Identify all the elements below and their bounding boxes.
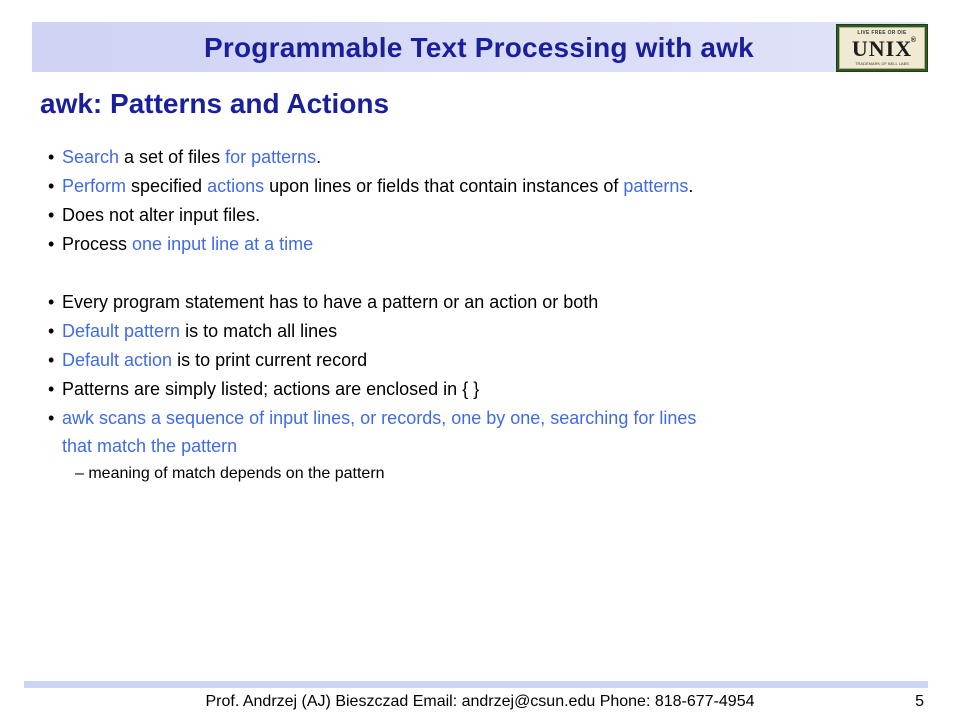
bullet-segment: Every program statement has to have a pattern or an action or both xyxy=(62,292,599,312)
bullet-segment: . xyxy=(316,147,322,167)
bullet-item xyxy=(48,404,928,433)
bullet-continuation: that match the pattern xyxy=(62,436,238,456)
slide-title: Programmable Text Processing with awk xyxy=(204,32,754,63)
bullet-segment: one input line at a time xyxy=(132,234,314,254)
bullet-segment: . xyxy=(688,176,694,196)
logo-top-text: LIVE FREE OR DIE xyxy=(857,30,907,36)
bullet-segment: specified xyxy=(126,176,208,196)
bullet-segment: awk scans a sequence of input lines, or records, one by one, searching for lines xyxy=(62,408,697,428)
bullet-segment: Patterns are simply listed; actions are enclosed in { } xyxy=(62,379,480,399)
bullet-segment: a set of files xyxy=(119,147,226,167)
bullet-item xyxy=(48,201,928,230)
unix-logo xyxy=(836,24,928,72)
logo-word: UNIX xyxy=(851,36,913,61)
bullet-item xyxy=(48,288,928,317)
bullet-segment: Process xyxy=(62,234,133,254)
section-heading: awk: Patterns and Actions xyxy=(40,88,390,119)
sub-bullet: – meaning of match depends on the pattern xyxy=(75,465,385,482)
bullet-segment: is to match all lines xyxy=(180,321,338,341)
bullet-item xyxy=(48,317,928,346)
unix-logo-plate xyxy=(839,27,925,69)
bullet-segment: Perform xyxy=(62,176,127,196)
bullet-segment: Does not alter input files. xyxy=(62,205,261,225)
bullet-segment: patterns xyxy=(623,176,689,196)
footer-bar xyxy=(24,681,928,688)
bullet-segment: Default action xyxy=(62,350,173,370)
footer-contact: Prof. Andrzej (AJ) Bieszczad Email: andrzej@csun.edu Phone: 818-677-4954 xyxy=(205,693,755,710)
bullet-segment: is to print current record xyxy=(172,350,368,370)
page-number: 5 xyxy=(915,693,924,710)
bullet-item xyxy=(48,172,928,201)
bullet-item xyxy=(48,143,928,172)
bullet-segment: actions xyxy=(207,176,265,196)
bullet-item xyxy=(48,230,928,259)
bullet-segment: Default pattern xyxy=(62,321,181,341)
bullet-item xyxy=(48,346,928,375)
logo-registered-mark: ® xyxy=(910,37,916,44)
logo-bottom-text: TRADEMARK OF BELL LABS xyxy=(855,61,909,66)
bullet-list xyxy=(48,143,928,488)
bullet-segment: for patterns xyxy=(225,147,317,167)
spacer xyxy=(48,259,928,288)
bullet-segment: upon lines or fields that contain instances of xyxy=(264,176,624,196)
bullet-item xyxy=(48,375,928,404)
bullet-segment: Search xyxy=(62,147,120,167)
